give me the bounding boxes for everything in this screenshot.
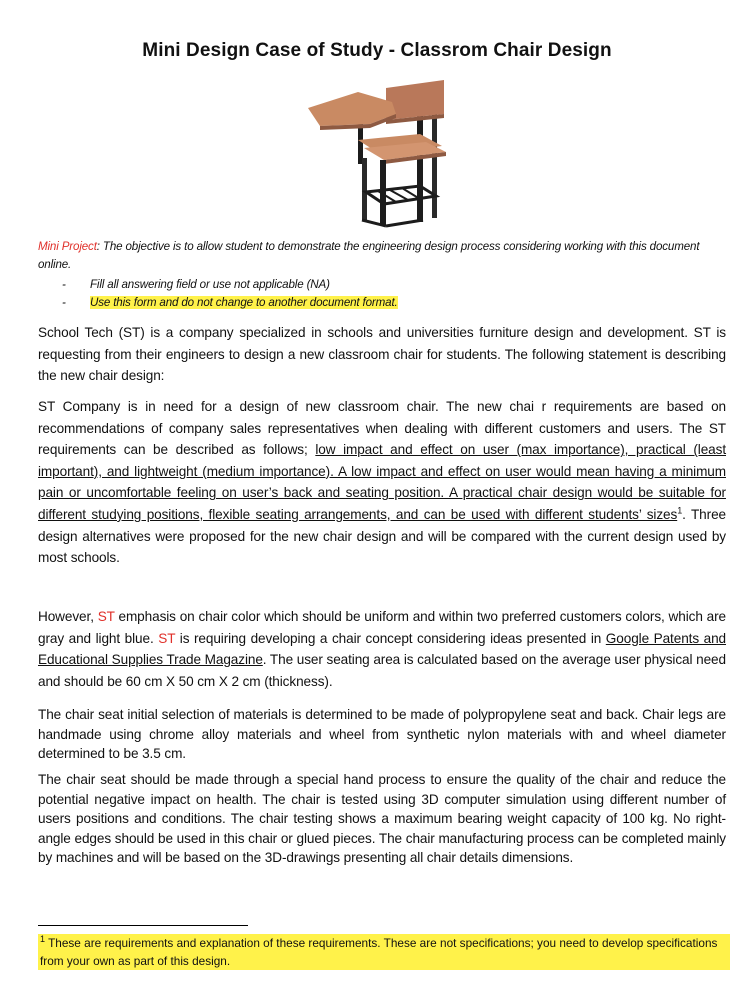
paragraph-process: The chair seat should be made through a special hand process to ensure the quality of the chair and reduce the potential negative impact on health. The chair is tested using 3D computer simulation using different number of users positions and conditions. The chair testing shows a maximum bearing weight capacity of 100 kg. No right-angle edges should be used in this chair or glued pieces. The chair manufacturing process can be completed mainly by machines and will be based on the 3D-drawings presenting all chair details dimensions. [38,772,726,866]
highlighted-instruction: Use this form and do not change to another document format. [90,296,398,309]
mini-project-objective [38,238,728,274]
classroom-chair-illustration [300,74,450,236]
paragraph-intro: School Tech (ST) is a company specialized in schools and universities furniture design and development. ST is requesting from their engineers to design a new classroom chair for students. The following statement is describing the new chair design: [38,325,726,384]
mini-project-text: The objective is to allow student to demonstrate the engineering design process considering working with this document online. [38,240,700,271]
footnote: $^1$ These are requirements and explanation of these requirements. These are not specifications; you need to develop specifications from your own as part of this design. [38,934,730,970]
list-item: - Fill all answering field or use not applicable (NA) [62,278,330,291]
page-title: Mini Design Case of Study - Classrom Chair Design [142,40,612,61]
underlined-requirements: low impact and effect on user (max importance), practical (least important), and lightweight (medium importance). A low impact and effect on user would mean having a minimum pain or uncomfortable feeling on user’s back and seating position. A practical chair design would be suitable for different studying positions, flexible seating arrangements, and can be used with different students’ sizes [38,442,727,522]
instruction-list [62,276,722,312]
list-item: - Use this form and do not change to another document format. [62,296,398,309]
footnote-reference[interactable]: 1 [677,505,683,516]
paragraph-materials: The chair seat initial selection of materials is determined to be made of polypropylene seat and back. Chair legs are handmade using chrome alloy materials and wheel from synthetic nylon materials with and wheel diameter determined to be 3.5 cm. [38,707,726,762]
mini-project-label: Mini Project: [38,240,100,253]
paragraph-requirements: ST Company is in need for a design of new classroom chair. The new chai r requirements are based on recommendations of company sales representatives when dealing with different customers and users. The ST requirements can be described as follows; low impact and effect on user (max importance), practical (least important), and lightweight (medium importance). A low impact and effect on user would mean having a minimum pain or uncomfortable feeling on user’s back and seating position. A practical chair design would be suitable for different studying positions, flexible seating arrangements, and can be used with different students’ sizes$^1$. Three design alternatives were proposed for the new chair design and will be compared with the current design used by most schools. [38,399,727,566]
footnote-divider [38,925,248,926]
paragraph-color: However, ST emphasis on chair color which should be uniform and within two preferred customers colors, which are gray and light blue. ST is requiring developing a chair concept considering ideas presented in Google Patents and Educational Supplies Trade Magazine. The user seating area is calculated based on the average user physical need and should be 60 cm X 50 cm X 2 cm (thickness). [38,609,727,689]
reference-link[interactable]: Google Patents and Educational Supplies Trade Magazine [38,630,727,668]
